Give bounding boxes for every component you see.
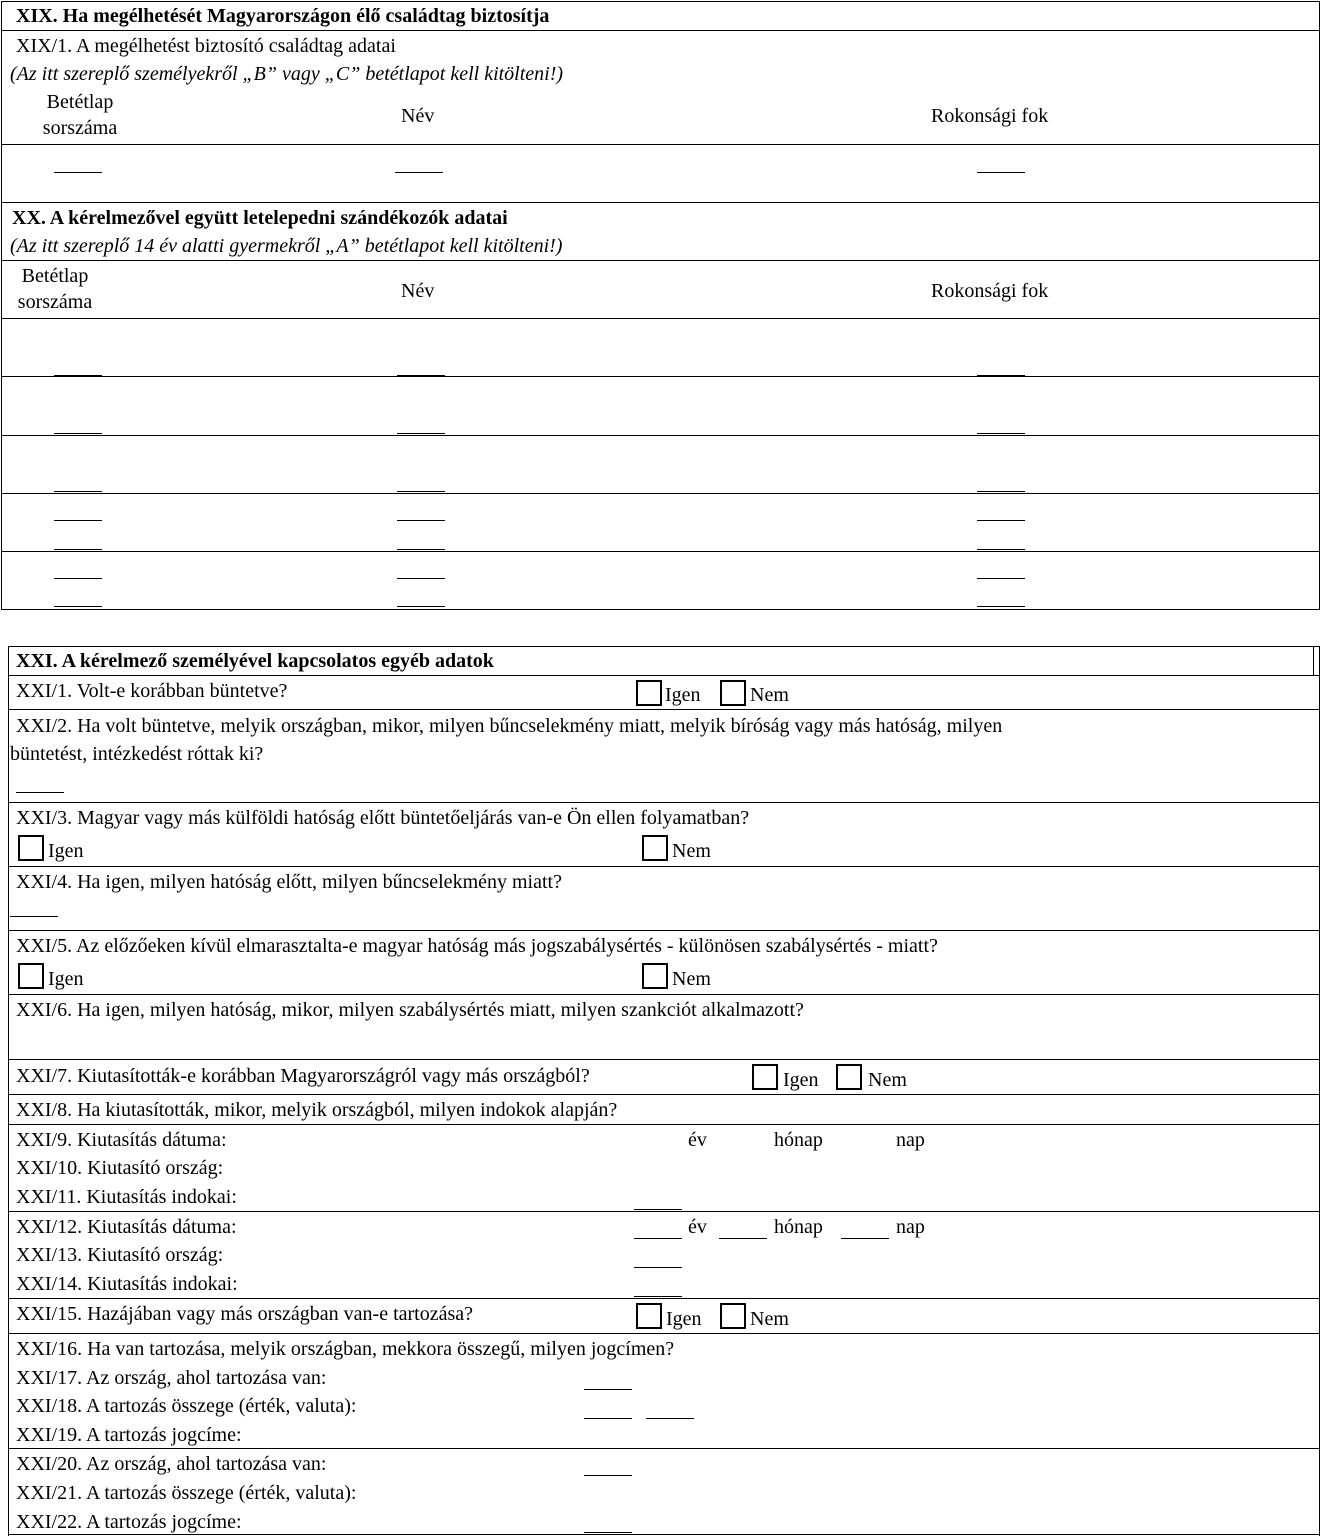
blank-answer[interactable] — [634, 1296, 682, 1297]
date-label-month: hónap — [774, 1129, 823, 1151]
option-label: Nem — [750, 1308, 789, 1330]
row-divider — [8, 1211, 1319, 1212]
row-divider — [1, 144, 1320, 145]
blank-answer[interactable] — [634, 1209, 682, 1210]
blank-relation[interactable] — [977, 172, 1025, 173]
question-xxi-2: XXI/2. Ha volt büntetve, melyik országban, mikor, milyen bűncselekmény miatt, melyik bíróság vagy más hatóság, milyen — [16, 715, 1003, 737]
row-divider — [8, 1534, 1319, 1535]
row-divider — [1, 609, 1320, 610]
question-xxi-2-cont: büntetést, intézkedést róttak ki? — [10, 743, 264, 765]
blank-month[interactable] — [719, 1238, 767, 1239]
blank-sheet-number[interactable] — [54, 172, 102, 173]
question-xxi-16: XXI/16. Ha van tartozása, melyik országban, mekkora összegű, milyen jogcímen? — [16, 1338, 675, 1360]
question-xxi-19: XXI/19. A tartozás jogcíme: — [16, 1424, 242, 1446]
date-label-month: hónap — [774, 1216, 823, 1238]
checkbox-nem[interactable] — [720, 680, 746, 706]
blank-relation[interactable] — [977, 549, 1025, 550]
column-header-sheet-number — [30, 92, 130, 138]
checkbox-igen[interactable] — [18, 835, 44, 861]
blank-relation[interactable] — [977, 606, 1025, 607]
blank-day[interactable] — [841, 1238, 889, 1239]
date-label-year: év — [688, 1129, 707, 1151]
row-divider — [8, 802, 1319, 803]
date-label-year: év — [688, 1216, 707, 1238]
blank-relation[interactable] — [977, 491, 1025, 492]
blank-amount[interactable] — [584, 1418, 632, 1419]
section-title: XXI. A kérelmező személyével kapcsolatos egyéb adatok — [16, 650, 494, 672]
column-header-sheet-number — [5, 266, 105, 312]
blank-name[interactable] — [397, 433, 445, 434]
question-xxi-20: XXI/20. Az ország, ahol tartozása van: — [16, 1453, 327, 1475]
blank-answer[interactable] — [584, 1532, 632, 1533]
column-header-line: sorszáma — [42, 117, 118, 139]
column-header-line: Betétlap — [21, 265, 89, 287]
question-xxi-6: XXI/6. Ha igen, milyen hatóság, mikor, milyen szabálysértés miatt, milyen szankciót alkalmazott? — [16, 999, 804, 1021]
question-xxi-13: XXI/13. Kiutasító ország: — [16, 1244, 224, 1266]
column-header-name: Név — [401, 105, 435, 127]
blank-name[interactable] — [397, 491, 445, 492]
question-xxi-4: XXI/4. Ha igen, milyen hatóság előtt, milyen bűncselekmény miatt? — [16, 871, 562, 893]
blank-sheet-number[interactable] — [54, 433, 102, 434]
column-header-line: Betétlap — [46, 91, 114, 113]
border-line — [1, 1, 2, 609]
blank-name[interactable] — [397, 520, 445, 521]
option-label: Igen — [666, 1308, 702, 1330]
blank-answer[interactable] — [10, 916, 58, 917]
row-divider — [1, 376, 1320, 377]
blank-sheet-number[interactable] — [54, 520, 102, 521]
border-line — [1319, 1, 1320, 609]
row-divider — [8, 930, 1319, 931]
checkbox-igen[interactable] — [636, 1303, 662, 1329]
row-divider — [8, 1333, 1319, 1334]
blank-currency[interactable] — [646, 1418, 694, 1419]
row-divider — [1, 551, 1320, 552]
blank-sheet-number[interactable] — [54, 578, 102, 579]
blank-answer[interactable] — [584, 1475, 632, 1476]
question-xxi-15: XXI/15. Hazájában vagy más országban van-e tartozása? — [16, 1303, 474, 1325]
row-divider — [1, 202, 1320, 203]
row-divider — [8, 1298, 1319, 1299]
option-label: Nem — [868, 1069, 907, 1091]
blank-sheet-number[interactable] — [54, 606, 102, 607]
question-xxi-3: XXI/3. Magyar vagy más külföldi hatóság előtt büntetőeljárás van-e Ön ellen folyamatban? — [16, 807, 750, 829]
instruction-note: (Az itt szereplő személyekről „B” vagy „C” betétlapot kell kitölteni!) — [10, 63, 564, 85]
blank-name[interactable] — [397, 578, 445, 579]
blank-relation[interactable] — [977, 433, 1025, 434]
blank-name[interactable] — [397, 606, 445, 607]
checkbox-nem[interactable] — [642, 963, 668, 989]
row-divider — [8, 1124, 1319, 1125]
row-divider — [1, 435, 1320, 436]
date-label-day: nap — [896, 1216, 925, 1238]
question-xxi-14: XXI/14. Kiutasítás indokai: — [16, 1273, 238, 1295]
question-xxi-10: XXI/10. Kiutasító ország: — [16, 1157, 224, 1179]
section-title: XIX. Ha megélhetését Magyarországon élő családtag biztosítja — [16, 5, 550, 27]
blank-relation[interactable] — [977, 520, 1025, 521]
row-divider — [1, 318, 1320, 319]
column-header-name: Név — [401, 280, 435, 302]
row-divider — [8, 1059, 1319, 1060]
option-label: Nem — [672, 968, 711, 990]
blank-answer[interactable] — [634, 1267, 682, 1268]
blank-answer[interactable] — [584, 1389, 632, 1390]
border-line — [1, 1, 1320, 2]
checkbox-nem[interactable] — [836, 1064, 862, 1090]
option-label: Igen — [665, 684, 701, 706]
question-xxi-22: XXI/22. A tartozás jogcíme: — [16, 1511, 242, 1533]
subsection-title: XIX/1. A megélhetést biztosító családtag adatai — [16, 35, 396, 57]
question-xxi-18: XXI/18. A tartozás összege (érték, valuta): — [16, 1395, 357, 1417]
column-header-relation: Rokonsági fok — [931, 105, 1049, 127]
instruction-note: (Az itt szereplő 14 év alatti gyermekről „A” betétlapot kell kitölteni!) — [10, 235, 563, 257]
checkbox-nem[interactable] — [720, 1303, 746, 1329]
question-xxi-1: XXI/1. Volt-e korábban büntetve? — [16, 680, 288, 702]
row-divider — [8, 1448, 1319, 1449]
question-xxi-5: XXI/5. Az előzőeken kívül elmarasztalta-e magyar hatóság más jogszabálysértés - különösen szabálysértés - miatt? — [16, 935, 938, 957]
option-label: Igen — [48, 968, 84, 990]
question-xxi-7: XXI/7. Kiutasították-e korábban Magyarországról vagy más országból? — [16, 1065, 590, 1087]
row-divider — [8, 994, 1319, 995]
column-header-line: sorszáma — [17, 291, 93, 313]
border-line — [1319, 646, 1320, 1536]
blank-relation[interactable] — [977, 578, 1025, 579]
option-label: Nem — [750, 684, 789, 706]
blank-name[interactable] — [397, 549, 445, 550]
blank-name[interactable] — [395, 172, 443, 173]
row-divider — [1, 493, 1320, 494]
column-header-relation: Rokonsági fok — [931, 280, 1049, 302]
row-divider — [8, 1094, 1319, 1095]
row-divider — [8, 675, 1319, 676]
checkbox-nem[interactable] — [642, 835, 668, 861]
row-divider — [1, 260, 1320, 261]
row-divider — [8, 709, 1319, 710]
blank-sheet-number[interactable] — [54, 491, 102, 492]
row-divider — [8, 866, 1319, 867]
border-line — [8, 646, 1319, 647]
option-label: Nem — [672, 840, 711, 862]
option-label: Igen — [48, 840, 84, 862]
blank-answer[interactable] — [16, 792, 64, 793]
checkbox-igen[interactable] — [18, 963, 44, 989]
blank-sheet-number[interactable] — [54, 549, 102, 550]
question-xxi-9: XXI/9. Kiutasítás dátuma: — [16, 1129, 227, 1151]
blank-year[interactable] — [634, 1238, 682, 1239]
border-line — [8, 646, 9, 1536]
date-label-day: nap — [896, 1129, 925, 1151]
border-line — [1313, 646, 1314, 676]
question-xxi-17: XXI/17. Az ország, ahol tartozása van: — [16, 1367, 327, 1389]
checkbox-igen[interactable] — [636, 680, 662, 706]
question-xxi-12: XXI/12. Kiutasítás dátuma: — [16, 1216, 237, 1238]
row-divider — [1, 30, 1320, 31]
option-label: Igen — [783, 1069, 819, 1091]
question-xxi-11: XXI/11. Kiutasítás indokai: — [16, 1186, 237, 1208]
question-xxi-21: XXI/21. A tartozás összege (érték, valuta): — [16, 1482, 357, 1504]
question-xxi-8: XXI/8. Ha kiutasították, mikor, melyik országból, milyen indokok alapján? — [16, 1099, 618, 1121]
checkbox-igen[interactable] — [752, 1064, 778, 1090]
section-title: XX. A kérelmezővel együtt letelepedni szándékozók adatai — [12, 207, 508, 229]
